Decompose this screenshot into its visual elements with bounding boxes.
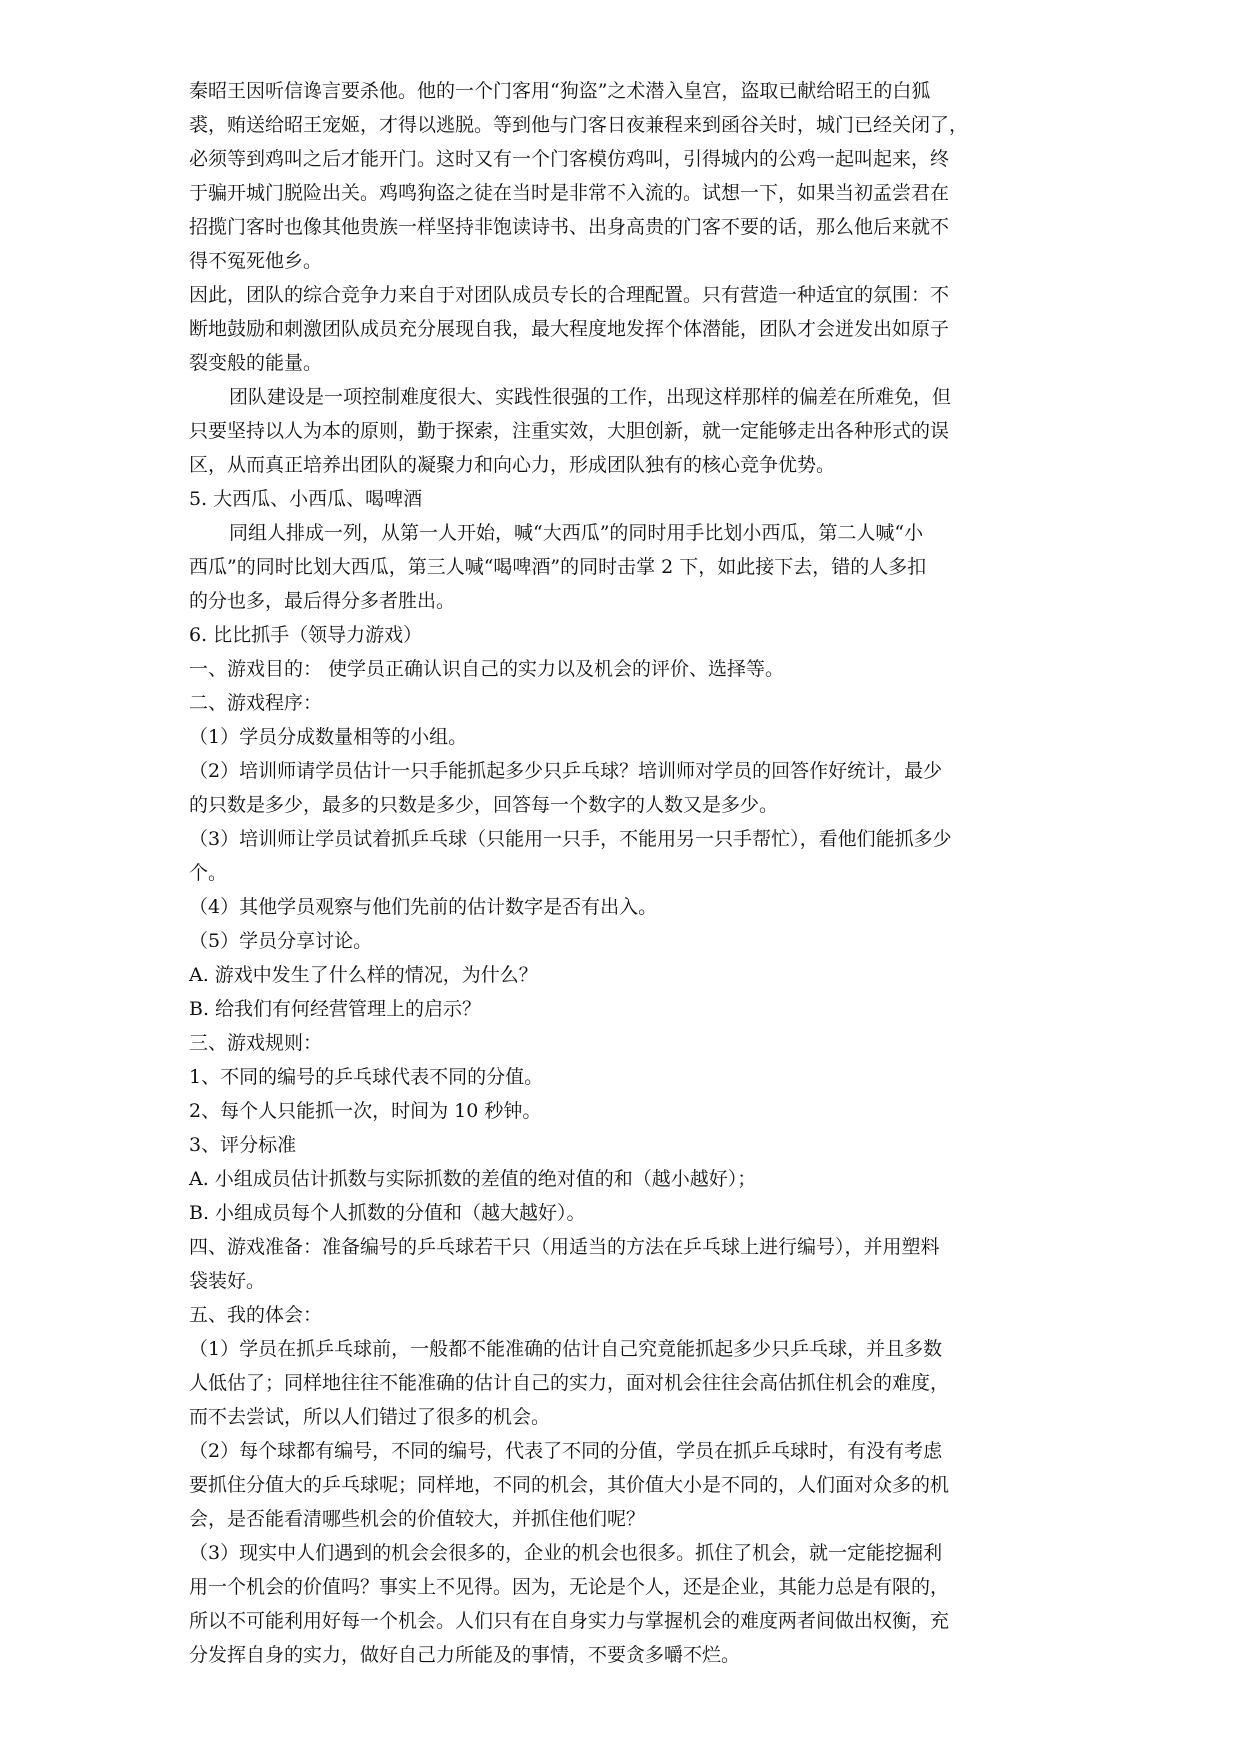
text-line: 裂变般的能量。 (189, 352, 323, 374)
text-line: 同组人排成一列，从第一人开始，喊“大西瓜”的同时用手比划小西瓜，第二人喊“小 (229, 522, 924, 544)
text-line: 裘，贿送给昭王宠姬，才得以逃脱。等到他与门客日夜兼程来到函谷关时，城门已经关闭了， (189, 114, 969, 136)
text-line: （2）每个球都有编号，不同的编号，代表了不同的分值，学员在抓乒乓球时，有没有考虑 (189, 1440, 943, 1462)
text-line: 必须等到鸡叫之后才能开门。这时又有一个门客模仿鸡叫，引得城内的公鸡一起叫起来，终 (189, 148, 950, 170)
text-line: 2、每个人只能抓一次，时间为 10 秒钟。 (189, 1100, 542, 1122)
text-line: 用一个机会的价值吗？事实上不见得。因为，无论是个人，还是企业，其能力总是有限的， (189, 1576, 950, 1598)
text-line: 6. 比比抓手（领导力游戏） (189, 624, 423, 646)
text-line: 个。 (189, 862, 228, 884)
text-line: B. 给我们有何经营管理上的启示？ (189, 998, 482, 1020)
text-line: 西瓜”的同时比划大西瓜，第三人喊“喝啤酒”的同时击掌 2 下，如此接下去，错的人多扣 (189, 556, 927, 578)
text-line: A. 游戏中发生了什么样的情况，为什么？ (189, 964, 538, 986)
text-line: 一、游戏目的： 使学员正确认识自己的实力以及机会的评价、选择等。 (189, 658, 785, 680)
text-line: 要抓住分值大的乒乓球呢；同样地，不同的机会，其价值大小是不同的，人们面对众多的机 (189, 1474, 950, 1496)
text-line: 团队建设是一项控制难度很大、实践性很强的工作，出现这样那样的偏差在所难免，但 (229, 386, 952, 408)
text-line: 会，是否能看清哪些机会的价值较大，并抓住他们呢？ (189, 1508, 646, 1530)
text-line: 于骗开城门脱险出关。鸡鸣狗盗之徒在当时是非常不入流的。试想一下，如果当初孟尝君在 (189, 182, 950, 204)
text-line: 二、游戏程序： (189, 692, 323, 714)
text-line: 分发挥自身的实力，做好自己力所能及的事情，不要贪多嚼不烂。 (189, 1644, 741, 1666)
text-line: 三、游戏规则： (189, 1032, 323, 1054)
text-line: 招揽门客时也像其他贵族一样坚持非饱读诗书、出身高贵的门客不要的话，那么他后来就不 (189, 216, 950, 238)
text-line: （2）培训师请学员估计一只手能抓起多少只乒乓球？培训师对学员的回答作好统计，最少 (189, 760, 943, 782)
text-line: 四、游戏准备：准备编号的乒乓球若干只（用适当的方法在乒乓球上进行编号），并用塑料 (189, 1236, 940, 1258)
text-line: 区，从而真正培养出团队的凝聚力和向心力，形成团队独有的核心竞争优势。 (189, 454, 836, 476)
text-line: （1）学员在抓乒乓球前，一般都不能准确的估计自己究竟能抓起多少只乒乓球，并且多数 (189, 1338, 943, 1360)
text-line: 袋装好。 (189, 1270, 266, 1292)
text-line: 的分也多，最后得分多者胜出。 (189, 590, 456, 612)
text-line: 5. 大西瓜、小西瓜、喝啤酒 (189, 488, 423, 510)
text-line: A. 小组成员估计抓数与实际抓数的差值的绝对值的和（越小越好）； (189, 1168, 757, 1190)
text-line: B. 小组成员每个人抓数的分值和（越大越好）。 (189, 1202, 586, 1224)
text-line: 而不去尝试，所以人们错过了很多的机会。 (189, 1406, 551, 1428)
text-line: 因此，团队的综合竞争力来自于对团队成员专长的合理配置。只有营造一种适宜的氛围：不 (189, 284, 950, 306)
text-line: 得不冤死他乡。 (189, 250, 323, 272)
text-line: 只要坚持以人为本的原则，勤于探索，注重实效，大胆创新，就一定能够走出各种形式的误 (189, 420, 950, 442)
text-line: 五、我的体会： (189, 1304, 323, 1326)
text-line: （5）学员分享讨论。 (189, 930, 373, 952)
text-line: 所以不可能利用好每一个机会。人们只有在自身实力与掌握机会的难度两者间做出权衡，充 (189, 1610, 950, 1632)
text-line: （3）现实中人们遇到的机会会很多的，企业的机会也很多。抓住了机会，就一定能挖掘利 (189, 1542, 943, 1564)
text-line: （1）学员分成数量相等的小组。 (189, 726, 468, 748)
text-line: （4）其他学员观察与他们先前的估计数字是否有出入。 (189, 896, 658, 918)
text-line: 的只数是多少，最多的只数是多少，回答每一个数字的人数又是多少。 (189, 794, 779, 816)
text-line: 秦昭王因听信谗言要杀他。他的一个门客用“狗盗”之术潜入皇宫，盗取已献给昭王的白狐 (189, 80, 931, 102)
text-line: 人低估了；同样地往往不能准确的估计自己的实力，面对机会往往会高估抓住机会的难度， (189, 1372, 950, 1394)
text-line: 断地鼓励和刺激团队成员充分展现自我，最大程度地发挥个体潜能，团队才会迸发出如原子 (189, 318, 950, 340)
text-line: （3）培训师让学员试着抓乒乓球（只能用一只手，不能用另一只手帮忙），看他们能抓多少 (189, 828, 952, 850)
text-line: 1、不同的编号的乒乓球代表不同的分值。 (189, 1066, 544, 1088)
text-line: 3、评分标准 (189, 1134, 297, 1156)
